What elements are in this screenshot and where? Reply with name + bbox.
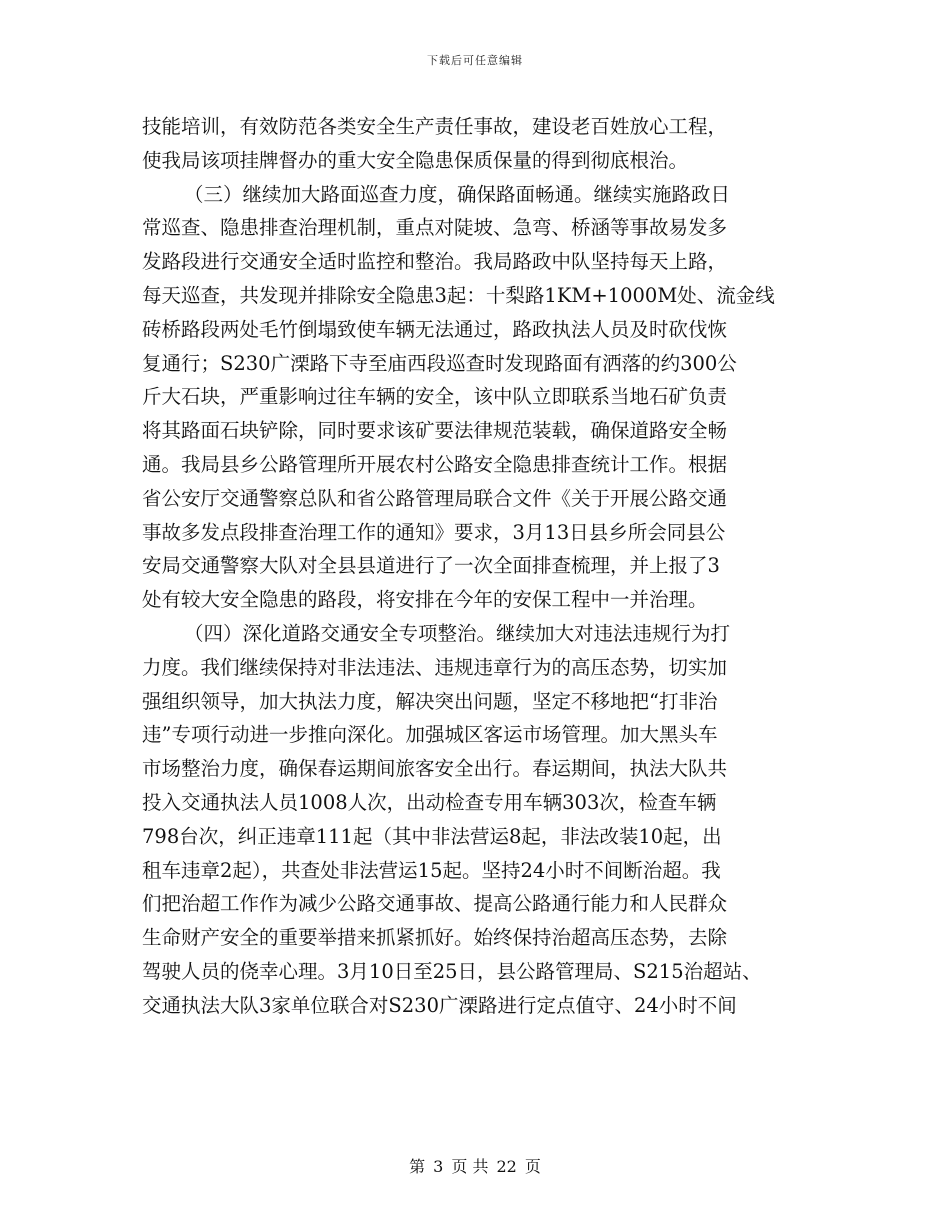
text-line: 交通执法大队3家单位联合对S230广溧路进行定点值守、24小时不间 [142,993,737,1017]
text-line: 798台次，纠正违章111起（其中非法营运8起，非法改装10起，出 [142,824,722,848]
text-line: 市场整治力度，确保春运期间旅客安全出行。春运期间，执法大队共 [142,757,728,781]
footer-prefix: 第 [409,1157,426,1176]
document-body [142,110,832,1023]
footer-suffix: 页 [524,1157,541,1176]
text-line: 强组织领导，加大执法力度，解决突出问题，坚定不移地把“打非治 [142,689,718,713]
text-line: 事故多发点段排查治理工作的通知》要求，3月13日县乡所会同县公 [142,520,726,544]
text-line: 复通行；S230广溧路下寺至庙西段巡查时发现路面有洒落的约300公 [142,351,737,375]
page-header: 下载后可任意编辑 [427,54,523,67]
text-line: 常巡查、隐患排查治理机制，重点对陡坡、急弯、桥涵等事故易发多 [142,216,728,240]
text-line: 每天巡查，共发现并排除安全隐患3起：十梨路1KM+1000M处、流金线 [142,283,775,307]
footer-middle: 页 共 [451,1157,489,1176]
text-line: 力度。我们继续保持对非法违法、违规违章行为的高压态势，切实加 [142,655,728,679]
text-line: 处有较大安全隐患的路段，将安排在今年的安保工程中一并治理。 [142,588,708,612]
text-line: 发路段进行交通安全适时监控和整治。我局路政中队坚持每天上路， [142,250,728,274]
text-line: 砖桥路段两处毛竹倒塌致使车辆无法通过，路政执法人员及时砍伐恢 [142,317,728,341]
text-line: 驾驶人员的侥幸心理。3月10日至25日，县公路管理局、S215治超站、 [142,959,762,983]
text-line: 们把治超工作作为减少公路交通事故、提高公路通行能力和人民群众 [142,892,728,916]
text-line: 技能培训，有效防范各类安全生产责任事故，建设老百姓放心工程， [142,115,728,138]
text-line: 违”专项行动进一步推向深化。加强城区客运市场管理。加大黑头车 [142,723,718,747]
text-line: 将其路面石块铲除，同时要求该矿要法律规范装载，确保道路安全畅 [142,419,728,443]
text-line: 使我局该项挂牌督办的重大安全隐患保质保量的得到彻底根治。 [142,148,689,172]
text-line: 斤大石块，严重影响过往车辆的安全，该中队立即联系当地石矿负责 [142,385,728,409]
text-line: （四）深化道路交通安全专项整治。继续加大对违法违规行为打 [184,621,731,645]
page-footer [0,1154,950,1177]
text-line: 省公安厅交通警察总队和省公路管理局联合文件《关于开展公路交通 [142,486,728,510]
current-page-number: 3 [433,1157,444,1176]
text-line: 投入交通执法人员1008人次，出动检查专用车辆303次，检查车辆 [142,790,717,814]
text-line: 安局交通警察大队对全县县道进行了一次全面排查梳理，并上报了3 [142,554,720,578]
text-line: 租车违章2起），共查处非法营运15起。坚持24小时不间断治超。我 [142,858,721,882]
text-line: 生命财产安全的重要举措来抓紧抓好。始终保持治超高压态势，去除 [142,926,728,950]
text-line: （三）继续加大路面巡查力度，确保路面畅通。继续实施路政日 [184,182,731,206]
text-line: 通。我局县乡公路管理所开展农村公路安全隐患排查统计工作。根据 [142,452,728,476]
total-pages-number: 22 [496,1157,517,1176]
